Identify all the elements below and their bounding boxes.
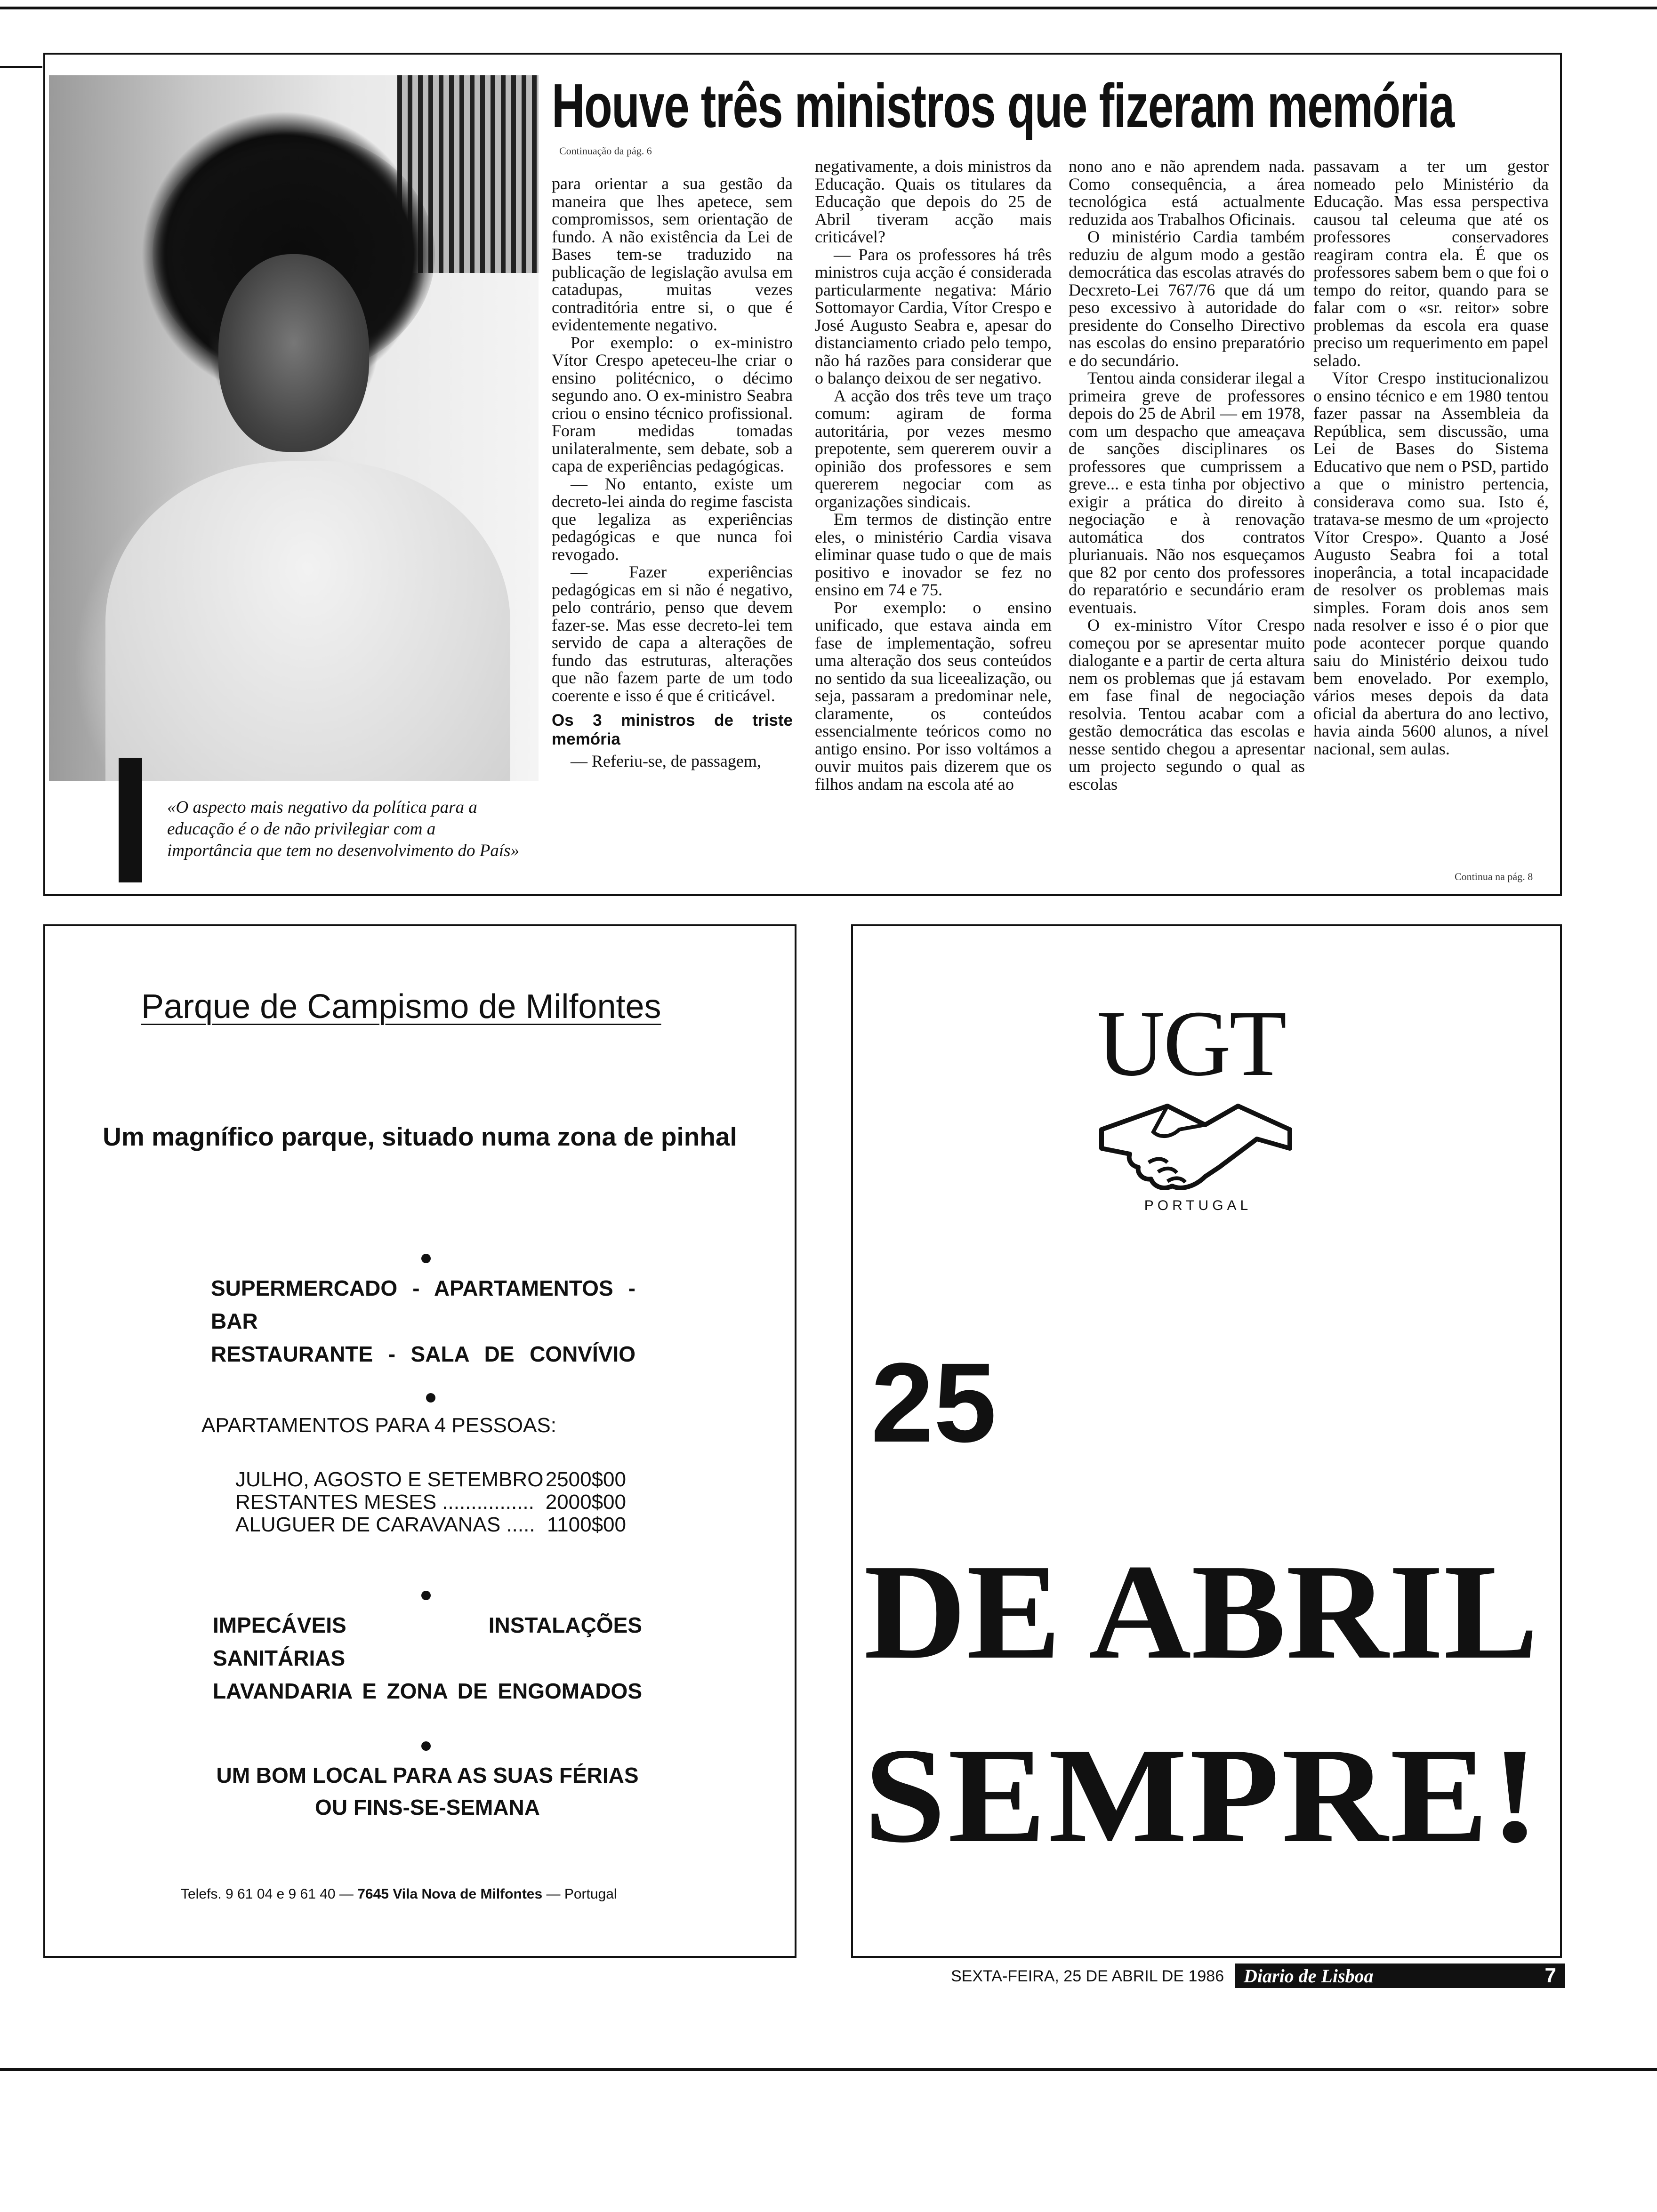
- paragraph: Em termos de distinção entre eles, o ministério Cardia visava eliminar quase tudo o que de mais positivo e inovador se fez no ensino em 74 e 75.: [815, 510, 1052, 599]
- paragraph: — Para os professores há três ministros cuja acção é considerada particularmente negativa: Mário Sottomayor Cardia, Vítor Crespo e José Augusto Seabra e, apesar do distanciamento criado pelo tempo, não há razões para considerar que o balanço deixou de ser negativo.: [815, 245, 1052, 387]
- price-label: ALUGUER DE CARAVANAS .....: [235, 1513, 535, 1536]
- sanitary-line: LAVANDARIA E ZONA DE ENGOMADOS: [213, 1679, 642, 1703]
- bullet-dot: [421, 1741, 431, 1751]
- ugt-logo-text: UGT: [1097, 992, 1285, 1096]
- camping-holiday-block: [211, 1759, 644, 1823]
- top-rule: [0, 7, 1657, 9]
- camping-sanitary-block: [213, 1609, 642, 1707]
- ugt-headline-25: 25: [871, 1339, 997, 1466]
- paragraph: nono ano e não aprendem nada. Como consequência, a área tecnológica está actualmente reduzida aos Trabalhos Oficinais.: [1069, 157, 1305, 229]
- bullet-dot: [426, 1393, 435, 1403]
- price-row: [235, 1491, 626, 1514]
- paragraph: Tentou ainda considerar ilegal a primeira greve de professores depois do 25 de Abril — em 1978, com um despacho que ameaçava de sanções disciplinares os professores que cumprissem a greve... e esta tinha por objectivo exigir a prática do direito à negociação e à renovação automática dos contratos plurianuais. Não nos esqueçamos que 82 por cento dos professores do reparatório e secundário eram eventuais.: [1069, 369, 1305, 617]
- masthead-bar: [1235, 1964, 1565, 1988]
- paragraph: — No entanto, existe um decreto-lei ainda do regime fascista que legaliza as experiências pedagógicas e que nunca foi revogado.: [552, 474, 793, 564]
- ugt-headline-sempre: SEMPRE!: [864, 1720, 1542, 1871]
- paragraph: para orientar a sua gestão da maneira que lhes apetece, sem compromissos, sem orientação de fundo. A não existência da Lei de Bases tem-se traduzido na publicação de legislação avulsa em catadupas, muitas vezes contraditória entre si, o que é evidentemente negativo.: [552, 174, 793, 334]
- paragraph: — Fazer experiências pedagógicas em si não é negativo, pelo contrário, penso que devem fazer-se. Mas esse decreto-lei tem servido de capa a alterações de fundo das estruturas, alterações que não fazem parte de um todo coerente e isso é que é criticável.: [552, 562, 793, 705]
- article-column-2: [815, 158, 1052, 793]
- bullet-dot: [421, 1254, 431, 1263]
- paragraph: negativamente, a dois ministros da Educação. Quais os titulares da Educação que depois do 25 de Abril tiveram acção mais criticável?: [815, 157, 1052, 246]
- paragraph: Por exemplo: o ensino unificado, que estava ainda em fase de implementação, sofreu uma alteração dos seus conteúdos no sentido da sua liceealização, ou seja, passaram a predominar nele, claramente, os conteúdos essencialmente teóricos como no antigo ensino. Por isso voltámos a ouvir muitos pais dizerem que os filhos andam na escola até ao: [815, 598, 1052, 793]
- paragraph: — Referiu-se, de passagem,: [571, 752, 761, 770]
- price-label: RESTANTES MESES ................: [235, 1491, 534, 1514]
- ugt-headline-de-abril: DE ABRIL: [864, 1536, 1539, 1687]
- apartments-heading: APARTAMENTOS PARA 4 PESSOAS:: [201, 1414, 556, 1437]
- paragraph: Por exemplo: o ex-ministro Vítor Crespo apeteceu-lhe criar o ensino politécnico, o décimo segundo ano. O ex-ministro Seabra criou o ensino técnico profissional. Foram medidas tomadas unilateralmente, sem debate, sob a capa de experiências pedagógicas.: [552, 333, 793, 475]
- caption-bar: [119, 758, 142, 882]
- masthead-title: Diario de Lisboa: [1244, 1965, 1374, 1987]
- article-headline: Houve três ministros que fizeram memória: [552, 71, 1454, 140]
- holiday-line: OU FINS-SE-SEMANA: [315, 1795, 540, 1819]
- paragraph: O ex-ministro Vítor Crespo começou por se apresentar muito dialogante e a partir de certa altura nem os problemas que já estavam em fase final de negociação resolvia. Tentou acabar com a gestão democrática das escolas e nesse sentido chegou a apresentar um projecto segundo o qual as escolas: [1069, 616, 1305, 793]
- article-column-3: [1069, 158, 1305, 793]
- address: 7645 Vila Nova de Milfontes: [357, 1886, 543, 1902]
- continued-from-note: Continuação da pág. 6: [559, 145, 652, 157]
- article-column-1: [552, 175, 793, 770]
- continued-to-note: Continua na pág. 8: [1455, 871, 1533, 882]
- article-subhead: Os 3 ministros de triste memória: [552, 711, 793, 748]
- ugt-country-label: PORTUGAL: [1144, 1198, 1252, 1213]
- camping-ad-title: Parque de Campismo de Milfontes: [141, 988, 661, 1026]
- price-value: 1100$00: [547, 1513, 626, 1536]
- photo-caption: «O aspecto mais negativo da política para a educação é o de não privilegiar com a importância que tem no desenvolvimento do País»: [167, 798, 520, 860]
- paragraph: Vítor Crespo institucionalizou o ensino técnico e em 1980 tentou fazer passar na Assembleia da República, sem discussão, uma Lei de Bases do Sistema Educativo que nem o PSD, partido a que o ministro pertencia, considerava como sua. Isto é, tratava-se mesmo de um «projecto Vítor Crespo». Quanto a José Augusto Seabra foi a total inoperância, a total incapacidade de resolver os problemas mais simples. Foram dois anos sem nada resolver e isso é o pior que pode acontecer porque quando saiu do Ministério deixou tudo bem enovelado. Por exemplo, vários meses depois da data oficial da abertura do ano lectivo, havia ainda 5600 alunos, a nível nacional, sem aulas.: [1313, 369, 1549, 758]
- price-label: JULHO, AGOSTO E SETEMBRO: [235, 1468, 544, 1491]
- facilities-line: SUPERMERCADO - APARTAMENTOS - BAR: [211, 1276, 635, 1333]
- price-value: 2000$00: [545, 1491, 626, 1514]
- price-row: [235, 1468, 626, 1491]
- paragraph: O ministério Cardia também reduziu de algum modo a gestão democrática das escolas através do Decxreto-Lei 767/76 que dá um peso excessivo à autoridade do presidente do Conselho Directivo nas escolas do ensino preparatório e do secundário.: [1069, 227, 1305, 370]
- camping-contact: [181, 1886, 617, 1902]
- bullet-dot: [421, 1591, 431, 1600]
- phone-numbers: Telefs. 9 61 04 e 9 61 40 —: [181, 1886, 358, 1902]
- issue-date: SEXTA-FEIRA, 25 DE ABRIL DE 1986: [951, 1967, 1224, 1985]
- paragraph: A acção dos três teve um traço comum: agiram de forma autoritária, por vezes mesmo prepotente, sem quererem ouvir a opinião dos professores e sem quererem negociar com as organizações sindicais.: [815, 386, 1052, 511]
- page-number: 7: [1544, 1964, 1556, 1987]
- facilities-line: RESTAURANTE - SALA DE CONVÍVIO: [211, 1342, 635, 1366]
- camping-facilities-block: [211, 1272, 635, 1370]
- price-row: [235, 1514, 626, 1536]
- article-column-4: [1313, 158, 1549, 758]
- photo-shirt: [105, 461, 510, 781]
- margin-rule: [0, 66, 42, 68]
- price-list: [235, 1468, 626, 1536]
- sanitary-line: IMPECÁVEIS INSTALAÇÕES SANITÁRIAS: [213, 1613, 642, 1670]
- price-value: 2500$00: [545, 1468, 626, 1491]
- paragraph: passavam a ter um gestor nomeado pelo Ministério da Educação. Mas essa perspectiva causou tal celeuma que até os professores conservadores reagiram contra ela. É que os professores sabem bem o que foi o tempo do reitor, quando para se falar com o «sr. reitor» sobre problemas da escola era quase preciso um requerimento em papel selado.: [1313, 157, 1549, 370]
- article-photo: [49, 75, 539, 781]
- country: — Portugal: [542, 1886, 617, 1902]
- camping-ad-subtitle: Um magnífico parque, situado numa zona de pinhal: [103, 1122, 737, 1151]
- handshake-icon: [1097, 1097, 1295, 1200]
- holiday-line: UM BOM LOCAL PARA AS SUAS FÉRIAS: [216, 1763, 639, 1787]
- photo-face: [218, 254, 369, 452]
- bottom-rule: [0, 2068, 1657, 2071]
